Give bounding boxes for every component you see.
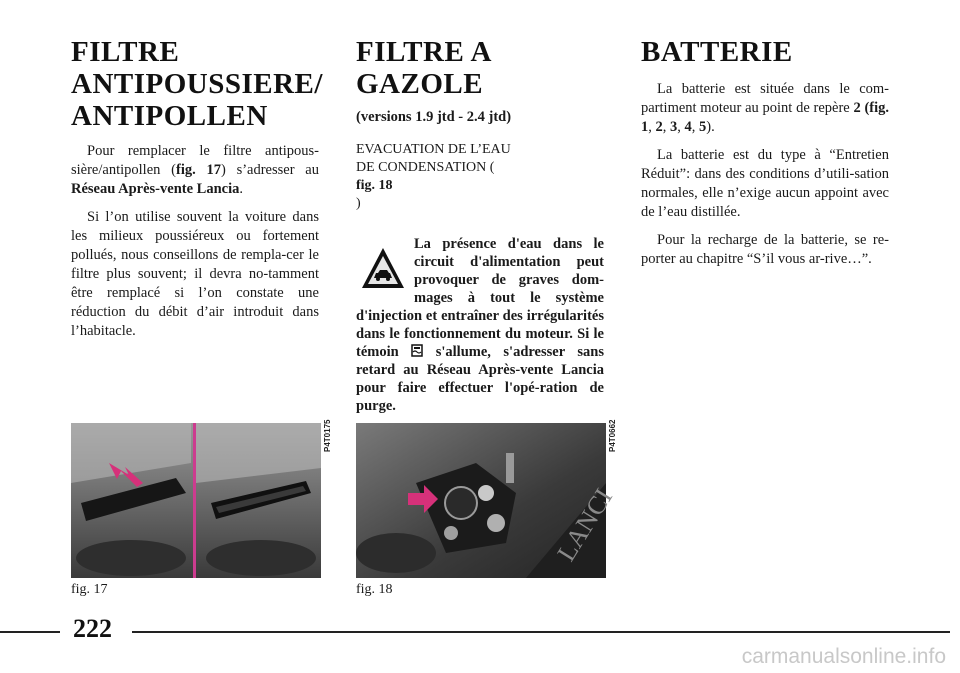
column-filtre-gazole — [356, 36, 604, 415]
lancia-badge-text: LANCI — [551, 483, 619, 567]
section-line — [356, 159, 604, 213]
dealer-network: Réseau Après-vente Lancia — [71, 181, 240, 197]
figure-17-image — [71, 423, 321, 578]
paragraph-battery-recharge: Pour la recharge de la batterie, se re-porter au chapitre “S’il vous ar-rive…”. — [641, 232, 889, 267]
page-number: 222 — [73, 614, 112, 643]
text: La batterie est située dans le com-partiment moteur au point de repère — [641, 81, 889, 116]
column-batterie — [641, 36, 889, 269]
fig-reference: fig. 18 — [356, 178, 393, 193]
photo-divider — [193, 423, 196, 578]
watermark-text: carmanualsonline.info — [741, 645, 946, 668]
text: La présence d'eau dans le circuit d'alimentation peut provoquer de graves dom-mages à tout le système d'injection et entraîner des irrégularités dans le fonctionnement du moteur. Si le témoin — [356, 236, 604, 360]
paragraph-battery-location — [641, 80, 889, 137]
text: DE CONDENSATION ( — [356, 160, 495, 175]
heading-line: FILTRE — [71, 36, 180, 68]
text: ). — [706, 119, 715, 135]
warning-block — [356, 235, 604, 415]
text: , — [662, 119, 670, 135]
heading-filtre-gazole: FILTRE A GAZOLE — [356, 36, 491, 100]
fig-reference: 4 — [684, 119, 692, 135]
text: ) — [356, 196, 361, 211]
text: Pour remplacer le filtre antipous-sière/antipollen ( — [71, 143, 319, 178]
fig-reference: 2 — [655, 119, 663, 135]
cabin-filter-photo — [71, 423, 321, 578]
text: s'allume, s'adresser sans retard au Réseau Après-vente Lancia pour faire effectuer l'opé-ration de purge. — [356, 344, 604, 414]
subtitle-versions: (versions 1.9 jtd - 2.4 jtd) — [356, 109, 512, 125]
heading-line: ANTIPOLLEN — [71, 100, 268, 132]
figure-18-caption: fig. 18 — [356, 582, 393, 597]
figure-17-code: P4T0175 — [323, 419, 332, 452]
heading-batterie: BATTERIE — [641, 36, 793, 68]
fig-reference: 5 — [699, 119, 707, 135]
text: . — [239, 181, 243, 197]
column-filtre-antipoussiere — [71, 36, 323, 341]
fig-reference: 3 — [670, 119, 678, 135]
figure-18-code: P4T0662 — [608, 419, 617, 452]
heading-line: ANTIPOUSSIERE/ — [71, 68, 323, 100]
text: , — [691, 119, 699, 135]
paragraph-replacement — [71, 142, 319, 199]
text: , — [677, 119, 685, 135]
figure-17-caption: fig. 17 — [71, 582, 108, 597]
text: , — [648, 119, 656, 135]
footer-rule-left — [0, 631, 60, 633]
footer-rule-right — [132, 631, 950, 633]
water-in-fuel-icon — [411, 344, 423, 357]
fig-reference: 2 (fig. 1 — [641, 100, 890, 135]
section-line: EVACUATION DE L’EAU — [356, 142, 511, 157]
heading-filtre-antipoussiere — [71, 36, 323, 132]
fig-reference: fig. 17 — [175, 162, 221, 178]
paragraph-battery-type: La batterie est du type à “Entretien Réduit”: dans des conditions d’utili-sation normales, elle n’exige aucun appoint avec de l’eau distillée. — [641, 147, 889, 220]
warning-triangle-icon — [360, 245, 406, 291]
paragraph-dusty-conditions: Si l’on utilise souvent la voiture dans les milieux poussiéreux ou fortement pollués, nous conseillons de rempla-cer le filtre plus souvent; il devra no-tamment être remplacé si l’on constate une réduction du débit d’air introduit dans l’habitacle. — [71, 209, 319, 339]
text: ) s’adresser au — [220, 162, 319, 178]
section-heading-evacuation — [356, 141, 604, 213]
